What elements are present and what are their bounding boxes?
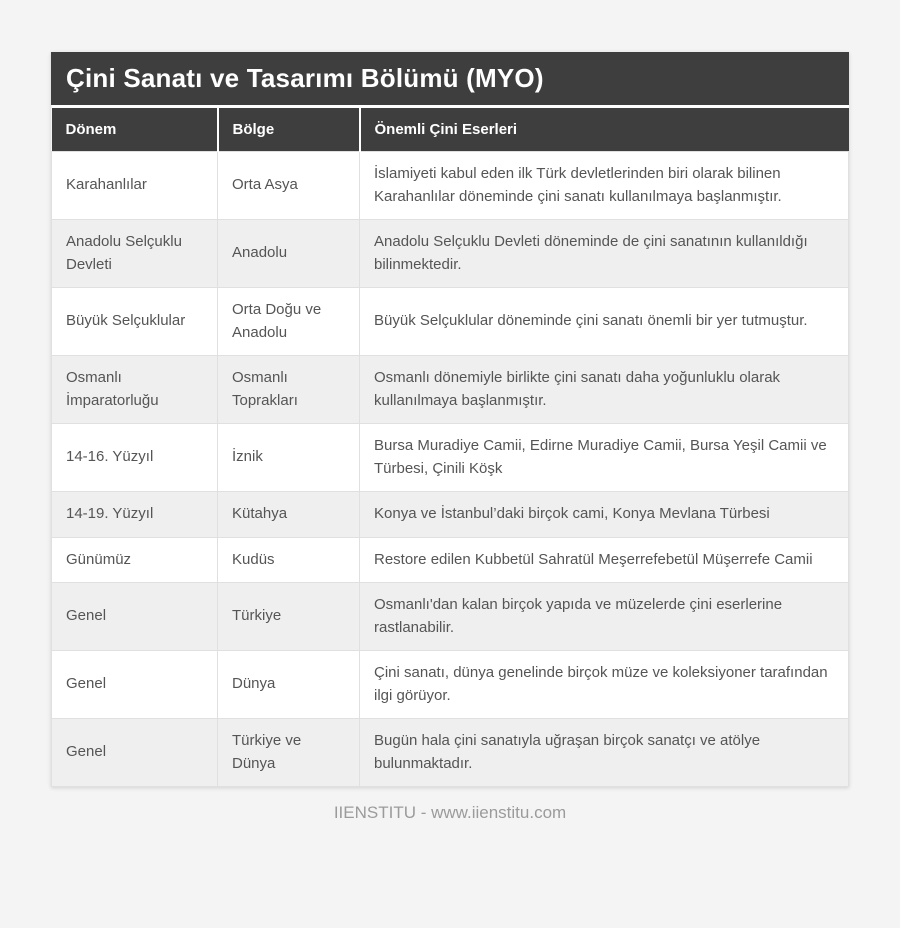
cell-eserler: Restore edilen Kubbetül Sahratül Meşerrefebetül Müşerrefe Camii: [360, 537, 849, 583]
table-row: [52, 651, 849, 719]
cell-eserler: Bugün hala çini sanatıyla uğraşan birçok sanatçı ve atölye bulunmaktadır.: [360, 719, 849, 787]
table-body: [52, 152, 849, 787]
content-card: [51, 52, 849, 787]
page-title: Çini Sanatı ve Tasarımı Bölümü (MYO): [51, 52, 849, 105]
cell-donem: Genel: [52, 651, 218, 719]
cell-bolge: İznik: [218, 424, 360, 492]
cell-bolge: Anadolu: [218, 220, 360, 288]
cell-eserler: İslamiyeti kabul eden ilk Türk devletlerinden biri olarak bilinen Karahanlılar döneminde çini sanatı kullanılmaya başlanmıştır.: [360, 152, 849, 220]
column-header-eserler: Önemli Çini Eserleri: [360, 107, 849, 152]
table-row: [52, 152, 849, 220]
cell-bolge: Türkiye: [218, 583, 360, 651]
footer-credit: IIENSTITU - www.iienstitu.com: [333, 803, 567, 822]
cell-donem: 14-19. Yüzyıl: [52, 492, 218, 538]
cini-history-table: [51, 105, 849, 787]
cell-bolge: Kudüs: [218, 537, 360, 583]
table-row: [52, 537, 849, 583]
table-row: [52, 288, 849, 356]
header-row: [52, 107, 849, 152]
cell-bolge: Orta Doğu ve Anadolu: [218, 288, 360, 356]
table-row: [52, 424, 849, 492]
column-header-donem: Dönem: [52, 107, 218, 152]
cell-eserler: Osmanlı dönemiyle birlikte çini sanatı daha yoğunluklu olarak kullanılmaya başlanmıştır.: [360, 356, 849, 424]
cell-donem: Günümüz: [52, 537, 218, 583]
cell-eserler: Büyük Selçuklular döneminde çini sanatı önemli bir yer tutmuştur.: [360, 288, 849, 356]
cell-donem: Genel: [52, 583, 218, 651]
table-header: [52, 107, 849, 152]
cell-donem: Genel: [52, 719, 218, 787]
cell-bolge: Osmanlı Toprakları: [218, 356, 360, 424]
cell-eserler: Bursa Muradiye Camii, Edirne Muradiye Camii, Bursa Yeşil Camii ve Türbesi, Çinili Köşk: [360, 424, 849, 492]
cell-donem: 14-16. Yüzyıl: [52, 424, 218, 492]
table-row: [52, 492, 849, 538]
cell-eserler: Çini sanatı, dünya genelinde birçok müze ve koleksiyoner tarafından ilgi görüyor.: [360, 651, 849, 719]
cell-donem: Anadolu Selçuklu Devleti: [52, 220, 218, 288]
table-row: [52, 719, 849, 787]
cell-bolge: Türkiye ve Dünya: [218, 719, 360, 787]
column-header-bolge: Bölge: [218, 107, 360, 152]
cell-donem: Karahanlılar: [52, 152, 218, 220]
cell-bolge: Kütahya: [218, 492, 360, 538]
cell-donem: Büyük Selçuklular: [52, 288, 218, 356]
cell-eserler: Konya ve İstanbul’daki birçok cami, Konya Mevlana Türbesi: [360, 492, 849, 538]
cell-bolge: Orta Asya: [218, 152, 360, 220]
cell-bolge: Dünya: [218, 651, 360, 719]
cell-donem: Osmanlı İmparatorluğu: [52, 356, 218, 424]
table-row: [52, 583, 849, 651]
cell-eserler: Anadolu Selçuklu Devleti döneminde de çini sanatının kullanıldığı bilinmektedir.: [360, 220, 849, 288]
table-row: [52, 356, 849, 424]
cell-eserler: Osmanlı'dan kalan birçok yapıda ve müzelerde çini eserlerine rastlanabilir.: [360, 583, 849, 651]
table-row: [52, 220, 849, 288]
